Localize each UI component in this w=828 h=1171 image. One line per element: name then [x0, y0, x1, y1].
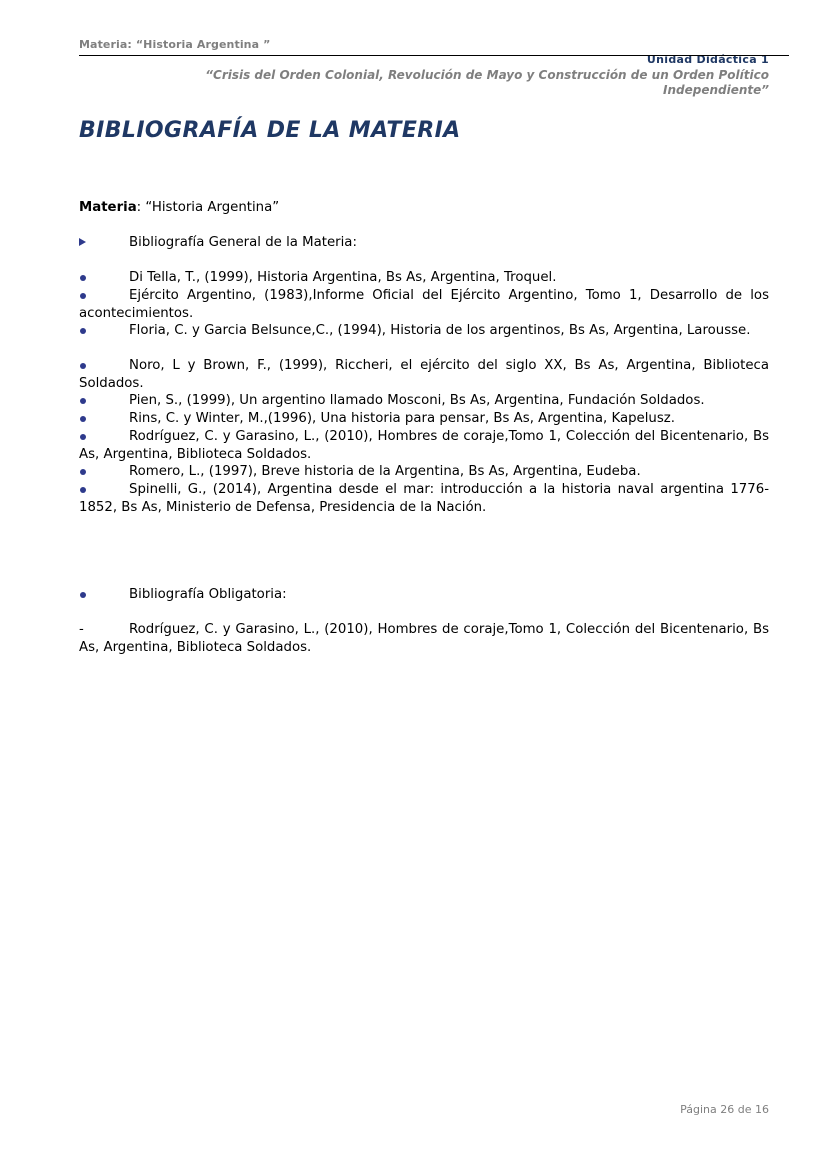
- list-item: [79, 463, 769, 481]
- list-item-text: Noro, L y Brown, F., (1999), Riccheri, el ejército del siglo XX, Bs As, Argentina, Biblioteca Soldados.: [79, 358, 769, 391]
- dash-marker: -: [79, 622, 84, 637]
- header-rule: [79, 55, 789, 56]
- list-item: [79, 481, 769, 516]
- list-item: [79, 357, 769, 392]
- list-item-text: Rins, C. y Winter, M.,(1996), Una historia para pensar, Bs As, Argentina, Kapelusz.: [129, 411, 675, 426]
- mandatory-heading-text: Bibliografía Obligatoria:: [129, 587, 287, 602]
- list-item: [79, 287, 769, 322]
- page-title: BIBLIOGRAFÍA DE LA MATERIA: [79, 118, 461, 143]
- header-materia: Materia: “Historia Argentina ”: [79, 38, 271, 51]
- list-item-text: Romero, L., (1997), Breve historia de la Argentina, Bs As, Argentina, Eudeba.: [129, 464, 641, 479]
- bullet-dot-icon: [80, 293, 86, 299]
- materia-line: [79, 199, 769, 217]
- header-unit: Unidad Didáctica 1: [646, 53, 769, 66]
- list-item-text: Pien, S., (1999), Un argentino llamado Mosconi, Bs As, Argentina, Fundación Soldados.: [129, 393, 705, 408]
- triangle-arrow-icon: [79, 238, 86, 246]
- header-subtitle: “Crisis del Orden Colonial, Revolución de Mayo y Construcción de un Orden Político Independiente”: [205, 68, 769, 97]
- bullet-dot-icon: [80, 398, 86, 404]
- mandatory-heading: [79, 586, 769, 604]
- materia-value: : “Historia Argentina”: [136, 200, 280, 215]
- list-item-text: Spinelli, G., (2014), Argentina desde el mar: introducción a la historia naval argentina 1776-1852, Bs As, Ministerio de Defensa, Presidencia de la Nación.: [79, 482, 769, 515]
- bullet-dot-icon: [80, 434, 86, 440]
- general-heading-text: Bibliografía General de la Materia:: [129, 235, 357, 250]
- bullet-dot-icon: [80, 469, 86, 475]
- materia-label: Materia: [79, 200, 137, 215]
- list-item: [79, 269, 769, 287]
- list-item-text: Ejército Argentino, (1983),Informe Oficial del Ejército Argentino, Tomo 1, Desarrollo de los acontecimientos.: [79, 288, 769, 321]
- bullet-dot-icon: [80, 328, 86, 334]
- page-number: Página 26 de 16: [680, 1103, 769, 1116]
- list-item-text: Rodríguez, C. y Garasino, L., (2010), Hombres de coraje,Tomo 1, Colección del Bicentenario, Bs As, Argentina, Biblioteca Soldados.: [79, 429, 769, 462]
- list-item-text: Di Tella, T., (1999), Historia Argentina, Bs As, Argentina, Troquel.: [129, 270, 557, 285]
- list-item: [79, 428, 769, 463]
- bullet-dot-icon: [80, 363, 86, 369]
- bullet-dot-icon: [80, 416, 86, 422]
- bullet-dot-icon: [80, 487, 86, 493]
- list-item: [79, 392, 769, 410]
- list-item: [79, 410, 769, 428]
- bullet-dot-icon: [80, 275, 86, 281]
- list-item-text: Floria, C. y Garcia Belsunce,C., (1994), Historia de los argentinos, Bs As, Argentina, Larousse.: [129, 323, 751, 338]
- bullet-dot-icon: [80, 592, 86, 598]
- list-item: [79, 322, 769, 340]
- general-heading: [79, 234, 769, 252]
- mandatory-item-text: Rodríguez, C. y Garasino, L., (2010), Hombres de coraje,Tomo 1, Colección del Bicentenario, Bs As, Argentina, Biblioteca Soldados.: [79, 622, 769, 655]
- mandatory-item: [79, 621, 769, 656]
